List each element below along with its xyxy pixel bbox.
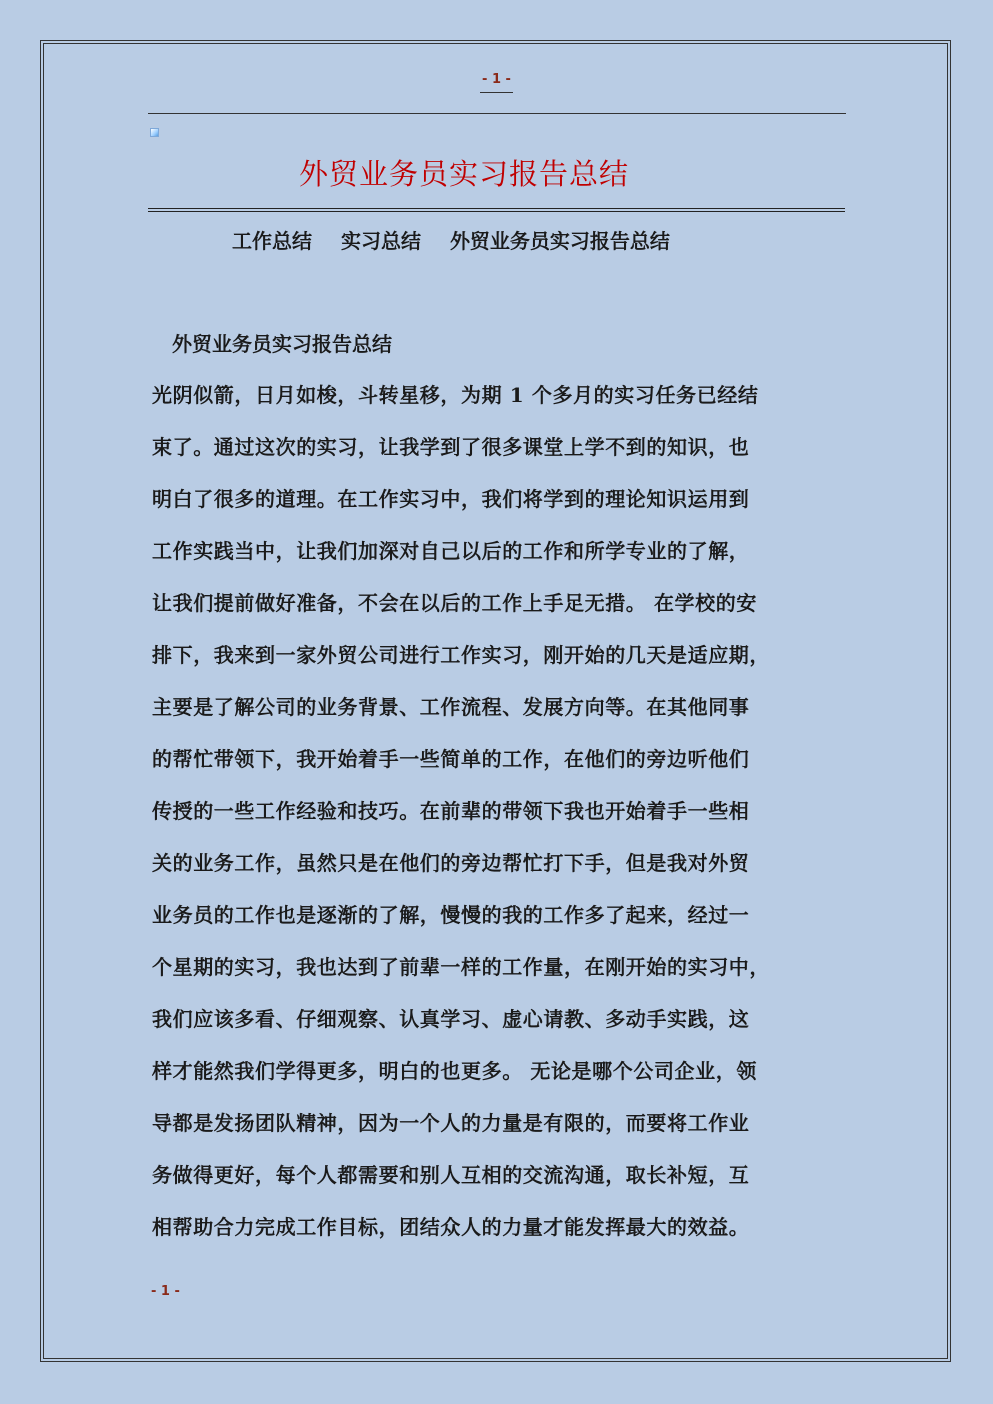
body-line: 我们应该多看、仔细观察、认真学习、虚心请教、多动手实践，这 [152, 1007, 750, 1031]
title-rule-bottom [148, 211, 845, 212]
body-line: 传授的一些工作经验和技巧。在前辈的带领下我也开始着手一些相 [152, 799, 750, 823]
title-rule-top [148, 208, 845, 209]
tag-item: 工作总结 [232, 229, 312, 253]
body-line: 关的业务工作，虽然只是在他们的旁边帮忙打下手，但是我对外贸 [152, 851, 750, 875]
body-line: 导都是发扬团队精神，因为一个人的力量是有限的，而要将工作业 [152, 1111, 750, 1135]
header-page-number [0, 72, 993, 93]
body-line: 个星期的实习，我也达到了前辈一样的工作量，在刚开始的实习中， [152, 955, 770, 979]
body-line: 业务员的工作也是逐渐的了解，慢慢的我的工作多了起来，经过一 [152, 903, 750, 927]
image-placeholder-icon [150, 128, 159, 137]
footer-page-number: - 1 - [151, 1284, 180, 1299]
header-rule [148, 113, 846, 114]
body-line: 光阴似箭，日月如梭，斗转星移，为期 1 个多月的实习任务已经结 [152, 383, 759, 407]
tag-item: 实习总结 [340, 229, 421, 253]
body-line: 明白了很多的道理。在工作实习中，我们将学到的理论知识运用到 [152, 487, 750, 511]
tag-list [232, 225, 692, 254]
body-line: 务做得更好，每个人都需要和别人互相的交流沟通，取长补短，互 [152, 1163, 750, 1187]
body-paragraph [152, 381, 842, 1265]
body-line: 的帮忙带领下，我开始着手一些简单的工作，在他们的旁边听他们 [152, 747, 750, 771]
body-line: 主要是了解公司的业务背景、工作流程、发展方向等。在其他同事 [152, 695, 750, 719]
section-heading: 外贸业务员实习报告总结 [172, 332, 392, 356]
body-line: 让我们提前做好准备，不会在以后的工作上手足无措。 在学校的安 [152, 591, 757, 615]
body-line: 束了。通过这次的实习，让我学到了很多课堂上学不到的知识，也 [152, 435, 750, 459]
tag-item: 外贸业务员实习报告总结 [449, 229, 670, 253]
document-title: 外贸业务员实习报告总结 [298, 157, 629, 191]
header-page-number-text: - 1 - [480, 72, 513, 93]
body-line: 相帮助合力完成工作目标，团结众人的力量才能发挥最大的效益。 [152, 1215, 750, 1239]
body-line: 工作实践当中，让我们加深对自己以后的工作和所学专业的了解， [152, 539, 750, 563]
body-line: 样才能然我们学得更多，明白的也更多。 无论是哪个公司企业，领 [152, 1059, 757, 1083]
body-line: 排下，我来到一家外贸公司进行工作实习，刚开始的几天是适应期， [152, 643, 770, 667]
